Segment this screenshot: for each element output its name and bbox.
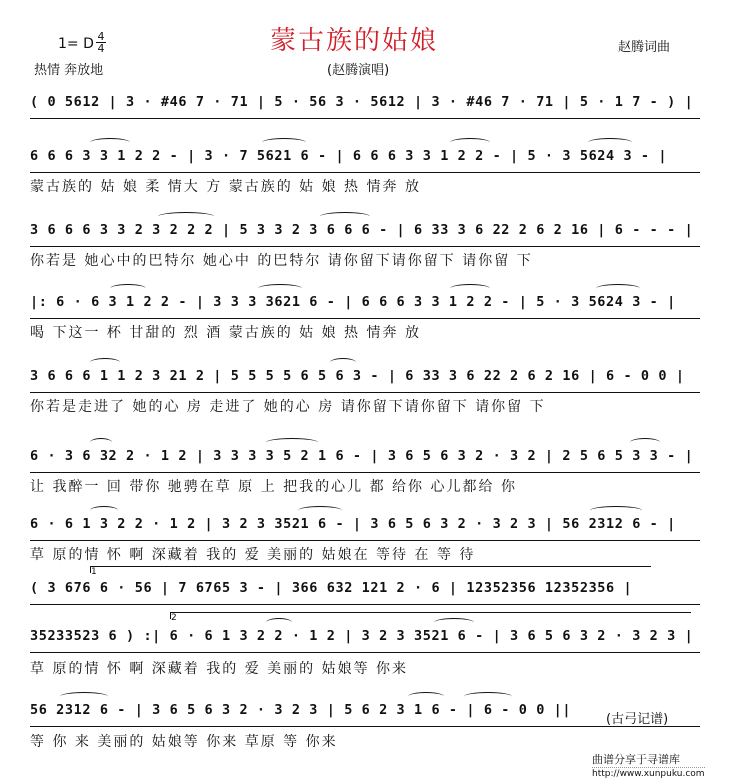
slur — [450, 138, 490, 147]
share-note: 曲谱分享于寻谱库 — [592, 753, 680, 766]
triplet-slur — [158, 212, 214, 221]
slur — [60, 692, 108, 701]
lyric-line-8: 等 你 来 美丽的 姑娘等 你来 草原 等 你来 — [30, 734, 338, 750]
lyric-line-7: 草 原的情 怀 啊 深藏着 我的 爱 美丽的 姑娘等 你来 — [30, 661, 409, 677]
staff-notes: |: 6 · 6 3 1 2 2 - | 3 3 3 3621 6 - | 6 6 6 3 3 1 2 2 - | 5 · 3 5624 3 - | — [30, 294, 676, 310]
time-signature-bottom: 4 — [97, 42, 105, 55]
slur — [630, 438, 660, 447]
slur — [330, 358, 356, 367]
slur — [266, 618, 292, 627]
slur — [464, 692, 512, 701]
performer-credit: (赵腾演唱) — [327, 63, 390, 78]
site-url[interactable]: http://www.xunpuku.com — [592, 769, 705, 779]
slur — [596, 284, 640, 293]
staff-notes: 35233523 6 ) :| 6 · 6 1 3 2 2 · 1 2 | 3 2 3 3521 6 - | 3 6 5 6 3 2 · 3 2 3 | — [30, 628, 694, 644]
staff-2 — [30, 146, 700, 173]
lyric-line-2: 你若是 她心中的巴特尔 她心中 的巴特尔 请你留下请你留下 请你留 下 — [30, 253, 533, 269]
time-signature-top: 4 — [97, 30, 105, 43]
staff-5 — [30, 366, 700, 393]
slur — [408, 692, 444, 701]
song-title: 蒙古族的姑娘 — [270, 26, 439, 56]
staff-notes: ( 0 5612 | 3 · #46 7 · 71 | 5 · 56 3 · 5612 | 3 · #46 7 · 71 | 5 · 1 7 - ) | — [30, 94, 694, 110]
lyric-line-4: 你若是走进了 她的心 房 走进了 她的心 房 请你留下请你留下 请你留 下 — [30, 399, 546, 415]
staff-9 — [30, 626, 700, 653]
volta-2: 2 — [170, 612, 691, 619]
key-signature: 1= D — [58, 36, 94, 52]
slur — [588, 138, 632, 147]
staff-10 — [30, 700, 700, 727]
transcriber-credit: (古弓记谱) — [606, 712, 669, 727]
tempo-marking: 热情 奔放地 — [34, 63, 104, 78]
staff-notes: 6 6 6 3 3 1 2 2 - | 3 · 7 5621 6 - | 6 6 6 3 3 1 2 2 - | 5 · 3 5624 3 - | — [30, 148, 668, 164]
composer-credit: 赵腾词曲 — [618, 40, 671, 55]
slur — [266, 438, 318, 447]
staff-notes: 6 · 6 1 3 2 2 · 1 2 | 3 2 3 3521 6 - | 3 6 5 6 3 2 · 3 2 3 | 56 2312 6 - | — [30, 516, 676, 532]
slur — [434, 618, 474, 627]
lyric-line-1: 蒙古族的 姑 娘 柔 情大 方 蒙古族的 姑 娘 热 情奔 放 — [30, 179, 421, 195]
staff-8 — [30, 578, 700, 605]
staff-notes: 6 · 3 6 32 2 · 1 2 | 3 3 3 3 5 2 1 6 - | 3 6 5 6 3 2 · 3 2 | 2 5 6 5 3 3 - | — [30, 448, 694, 464]
slur — [90, 358, 120, 367]
slur — [258, 284, 302, 293]
staff-3 — [30, 220, 700, 247]
staff-7 — [30, 514, 700, 541]
staff-notes: 3 6 6 6 3 3 2 3 2 2 2 | 5 3 3 2 3 6 6 6 - | 6 33 3 6 22 2 6 2 16 | 6 - - - | — [30, 222, 694, 238]
staff-6 — [30, 446, 700, 473]
staff-1 — [30, 92, 700, 119]
lyric-line-6: 草 原的情 怀 啊 深藏着 我的 爱 美丽的 姑娘在 等待 在 等 待 — [30, 547, 476, 563]
lyric-line-3: 喝 下这一 杯 甘甜的 烈 酒 蒙古族的 姑 娘 热 情奔 放 — [30, 325, 421, 341]
slur — [450, 284, 490, 293]
slur — [110, 284, 146, 293]
staff-notes: 3 6 6 6 1 1 2 3 21 2 | 5 5 5 5 6 5 6 3 - | 6 33 3 6 22 2 6 2 16 | 6 - 0 0 | — [30, 368, 685, 384]
time-signature — [96, 31, 106, 54]
slur — [590, 506, 642, 515]
triplet-slur — [320, 212, 370, 221]
staff-4 — [30, 292, 700, 319]
slur — [262, 138, 306, 147]
slur — [90, 438, 112, 447]
volta-1: 1 — [90, 566, 651, 573]
slur — [90, 138, 130, 147]
staff-notes: ( 3 676 6 · 56 | 7 6765 3 - | 366 632 121 2 · 6 | 12352356 12352356 | — [30, 580, 633, 596]
slur — [90, 506, 118, 515]
slur — [298, 506, 342, 515]
lyric-line-5: 让 我醉一 回 带你 驰骋在草 原 上 把我的心儿 都 给你 心儿都给 你 — [30, 479, 517, 495]
staff-notes: 56 2312 6 - | 3 6 5 6 3 2 · 3 2 3 | 5 6 2 3 1 6 - | 6 - 0 0 || — [30, 702, 572, 718]
